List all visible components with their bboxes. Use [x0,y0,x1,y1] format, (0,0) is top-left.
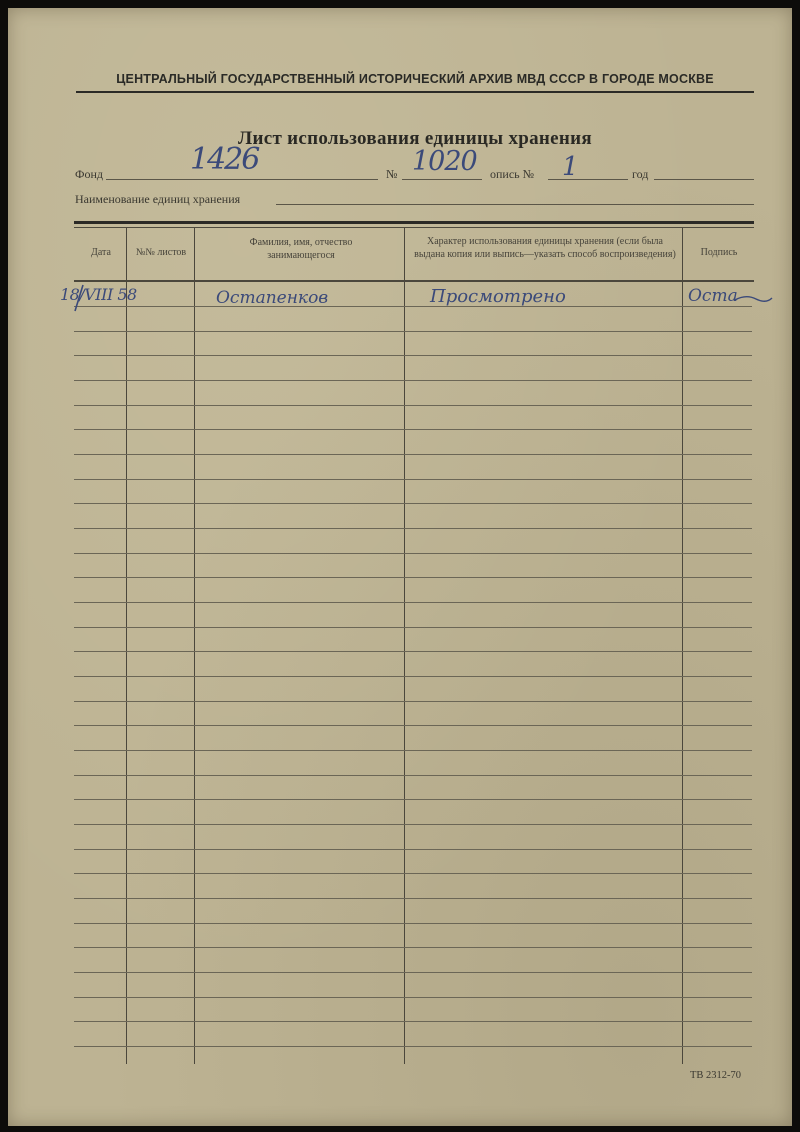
column-divider-2 [194,228,195,1064]
number-value: 1020 [412,146,477,177]
row-usage: Просмотрено [430,286,566,307]
column-header-signature: Подпись [700,247,738,258]
table-row-rule [74,331,752,332]
column-divider-1 [126,228,127,1064]
number-label: № [386,167,398,181]
column-header-date: Дата [91,247,111,258]
table-row-rule [74,676,752,677]
column-header-usage: Характер использования единицы хранения (если была выдана копия или выпись—указать способ воспроизведения) [414,236,676,260]
year-field-line [654,179,754,180]
table-row-rule [74,997,752,998]
table-row-rule [74,306,752,307]
table-row-rule [74,849,752,850]
row-date-slash-mark [72,283,86,313]
year-label: год [632,167,649,181]
table-row-rule [74,503,752,504]
unit-name-field-line [276,204,754,205]
table-row-rule [74,479,752,480]
table-row-rule [74,577,752,578]
table-row-rule [74,602,752,603]
archive-header: ЦЕНТРАЛЬНЫЙ ГОСУДАРСТВЕННЫЙ ИСТОРИЧЕСКИЙ АРХИВ МВД СССР В ГОРОДЕ МОСКВЕ [116,72,714,86]
table-row-rule [74,429,752,430]
header-divider [76,91,754,93]
opis-field-line [548,179,628,180]
table-row-rule [74,972,752,973]
table-row-rule [74,1046,752,1047]
table-row-rule [74,528,752,529]
table-top-rule-thick [74,221,754,224]
opis-value: 1 [562,152,579,182]
table-row-rule [74,553,752,554]
column-header-name: Фамилия, имя, отчество занимающегося [249,237,353,261]
row-signature: Оста [688,286,738,306]
table-row-rule [74,923,752,924]
fond-label: Фонд [75,167,104,181]
table-row-rule [74,701,752,702]
row-date: 18/VIII 58 [60,285,137,304]
table-row-rule [74,898,752,899]
table-row-rule [74,651,752,652]
table-row-rule [74,824,752,825]
table-header-rule [74,280,754,282]
table-row-rule [74,775,752,776]
table-top-rule-thin [74,227,754,228]
form-code: ТВ 2312-70 [690,1070,742,1081]
column-header-sheets: №№ листов [135,247,187,258]
table-row-rule [74,799,752,800]
fond-value: 1426 [190,142,259,177]
opis-label: опись № [490,167,535,181]
table-row-rule [74,380,752,381]
table-row-rule [74,750,752,751]
table-row-rule [74,947,752,948]
table-row-rule [74,454,752,455]
row-name: Остапенков [216,288,329,308]
column-divider-3 [404,228,405,1064]
table-row-rule [74,355,752,356]
table-row-rule [74,1021,752,1022]
signature-flourish [734,292,774,304]
table-row-rule [74,873,752,874]
number-field-line [402,179,482,180]
table-row-rule [74,627,752,628]
table-row-rule [74,405,752,406]
form-title: Лист использования единицы хранения [238,128,592,149]
table-row-rule [74,725,752,726]
fond-field-line [106,179,378,180]
unit-name-label: Наименование единиц хранения [75,192,241,206]
column-divider-4 [682,228,683,1064]
